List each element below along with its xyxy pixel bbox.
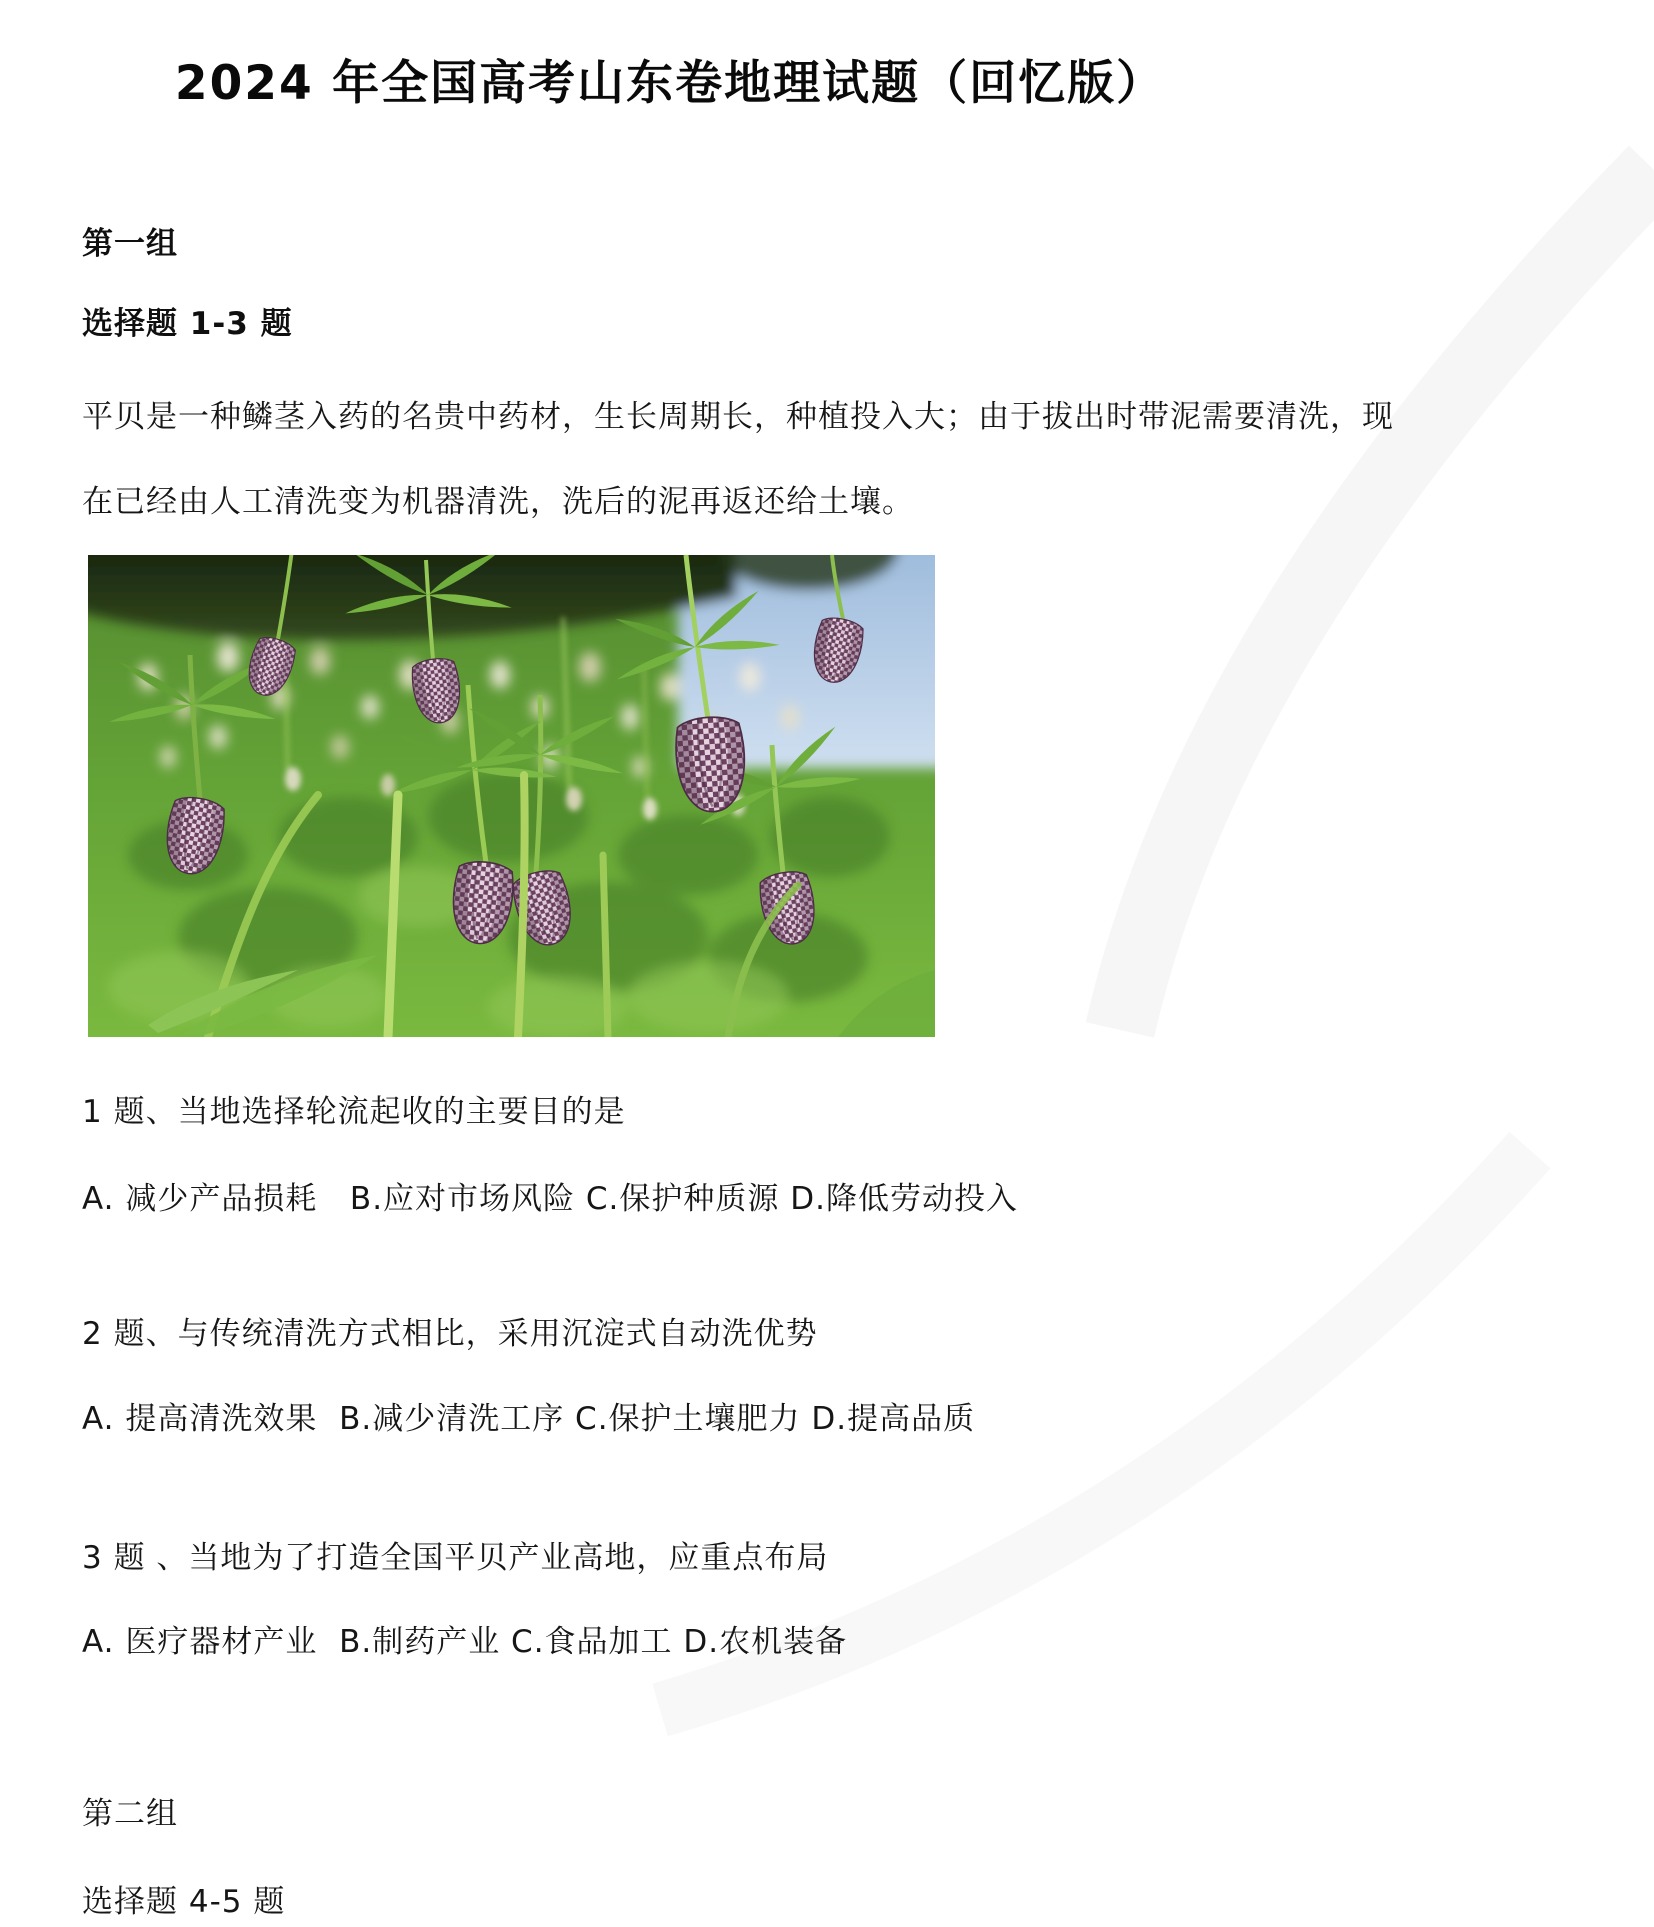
- group2-heading: 第二组: [82, 1796, 178, 1832]
- question-2-options: A. 提高清洗效果 B.减少清洗工序 C.保护土壤肥力 D.提高品质: [82, 1401, 976, 1437]
- group1-subheading: 选择题 1-3 题: [82, 306, 293, 342]
- intro-paragraph-line1: 平贝是一种鳞茎入药的名贵中药材，生长周期长，种植投入大；由于拔出时带泥需要清洗，现: [82, 399, 1394, 435]
- group1-heading: 第一组: [82, 226, 178, 262]
- question-2-stem: 2 题、与传统清洗方式相比，采用沉淀式自动洗优势: [82, 1316, 818, 1352]
- question-3-options: A. 医疗器材产业 B.制药产业 C.食品加工 D.农机装备: [82, 1624, 848, 1660]
- question-1-options: A. 减少产品损耗 B.应对市场风险 C.保护种质源 D.降低劳动投入: [82, 1181, 1018, 1217]
- question-1-stem: 1 题、当地选择轮流起收的主要目的是: [82, 1094, 626, 1130]
- group2-subheading: 选择题 4-5 题: [82, 1884, 286, 1920]
- intro-paragraph-line2: 在已经由人工清洗变为机器清洗，洗后的泥再返还给土壤。: [82, 484, 914, 520]
- fritillaria-field-photo: [88, 555, 935, 1037]
- page-title: 2024 年全国高考山东卷地理试题（回忆版）: [174, 56, 1166, 111]
- fritillaria-field-illustration: [88, 555, 935, 1037]
- question-3-stem: 3 题 、当地为了打造全国平贝产业高地，应重点布局: [82, 1540, 829, 1576]
